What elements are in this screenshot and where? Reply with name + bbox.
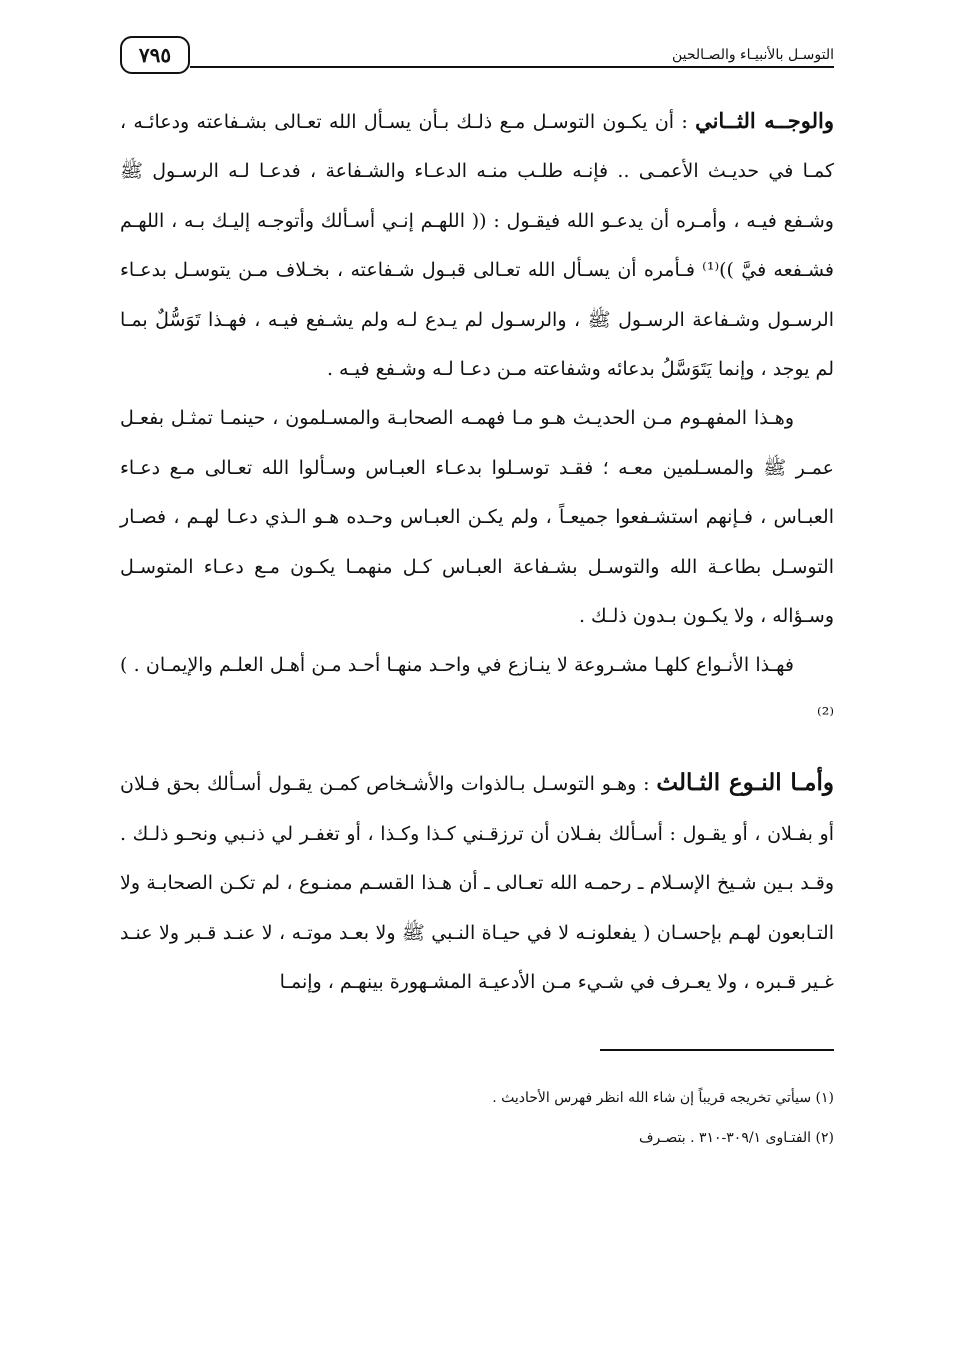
paragraph-lead: والوجــه الثــاني [695, 108, 835, 133]
header-rule [190, 66, 834, 68]
body-text [120, 96, 834, 1007]
page-header [120, 36, 834, 80]
paragraph-lead: وأمـا النـوع الثـالث [656, 769, 834, 797]
paragraph-legitimate-types: فهـذا الأنـواع كلهـا مشـروعة لا ينـازع في واحـد منهـا أحـد مـن أهـل العلـم والإيمـان . )⁽²⁾ [120, 654, 834, 726]
footnote-rule [600, 1049, 834, 1051]
page-number: ٧٩٥ [120, 36, 190, 74]
footnote-1: (١) سيأتي تخريجه قريباً إن شاء الله انظر فهرس الأحاديث . [492, 1090, 834, 1106]
paragraph-third-type [120, 758, 834, 1007]
paragraph-second-aspect [120, 96, 834, 394]
footnote-2: (٢) الفتـاوى ٣٠٩/١-٣١٠ . بتصـرف [639, 1130, 834, 1146]
paragraph-companions-understanding: وهـذا المفهـوم مـن الحديـث هـو مـا فهمـه الصحابـة والمسـلمون ، حينمـا تمثـل بفعـل عمـر ﷺ والمسـلمين معـه ؛ فقـد توسـلوا بدعـاء العبـاس وسـألوا الله تعـالى مـع دعـاء العبـاس ، فـإنهم استشـفعوا جميعـاً ، ولم يكـن العبـاس وحـده هـو الـذي دعـا لهـم ، فصـار التوسـل بطاعـة الله والتوسـل بشـفاعة العبـاس كـل منهمـا يكـون مـع دعـاء المتوسـل وسـؤاله ، ولا يكـون بـدون ذلـك . [120, 407, 834, 628]
footnotes [120, 1078, 834, 1158]
paragraph-text: : أن يكـون التوسـل مـع ذلـك بـأن يسـأل الله تعـالى بشـفاعته ودعائـه ، كمـا في حديـث الأعمـى .. فإنـه طلـب منـه الدعـاء والشـفاعة ، فدعـا لـه الرسـول ﷺ وشـفع فيـه ، وأمـره أن يدعـو الله فيقـول : (( اللهـم إنـي أسـألك وأتوجـه إليـك بـه ، اللهـم فشـفعه فيَّ ))⁽¹⁾ فـأمره أن يسـأل الله تعـالى قبـول شـفاعته ، بخـلاف مـن يتوسـل بدعـاء الرسـول وشـفاعة الرسـول ﷺ ، والرسـول لم يـدع لـه ولم يشـفع فيـه ، فهـذا تَوَسُّلٌ بمـا لم يوجد ، وإنما يَتَوَسَّلُ بدعائه وشفاعته مـن دعـا لـه وشـفع فيـه . [120, 111, 834, 381]
running-title: التوسـل بالأنبيـاء والصـالحين [664, 47, 834, 63]
section-gap [120, 740, 834, 758]
paragraph-text: : وهـو التوسـل بـالذوات والأشـخاص كمـن يقـول أسـألك بحق فـلان أو بفـلان ، أو يقـول : أسـألك بفـلان أن ترزقـني كـذا وكـذا ، أو تغفـر لي ذنـبي ونحـو ذلـك . وقـد بـين شـيخ الإسـلام ـ رحمـه الله تعـالى ـ أن هـذا القسـم ممنـوع ، لم تكـن الصحابـة ولا التـابعون لهـم بإحسـان ( يفعلونـه لا في حيـاة النـبي ﷺ ولا بعـد موتـه ، لا عنـد قـبر ولا عنـد غـير قـبره ، ولا يعـرف في شـيء مـن الأدعيـة المشـهورة بينهـم ، وإنمـا [120, 773, 834, 993]
